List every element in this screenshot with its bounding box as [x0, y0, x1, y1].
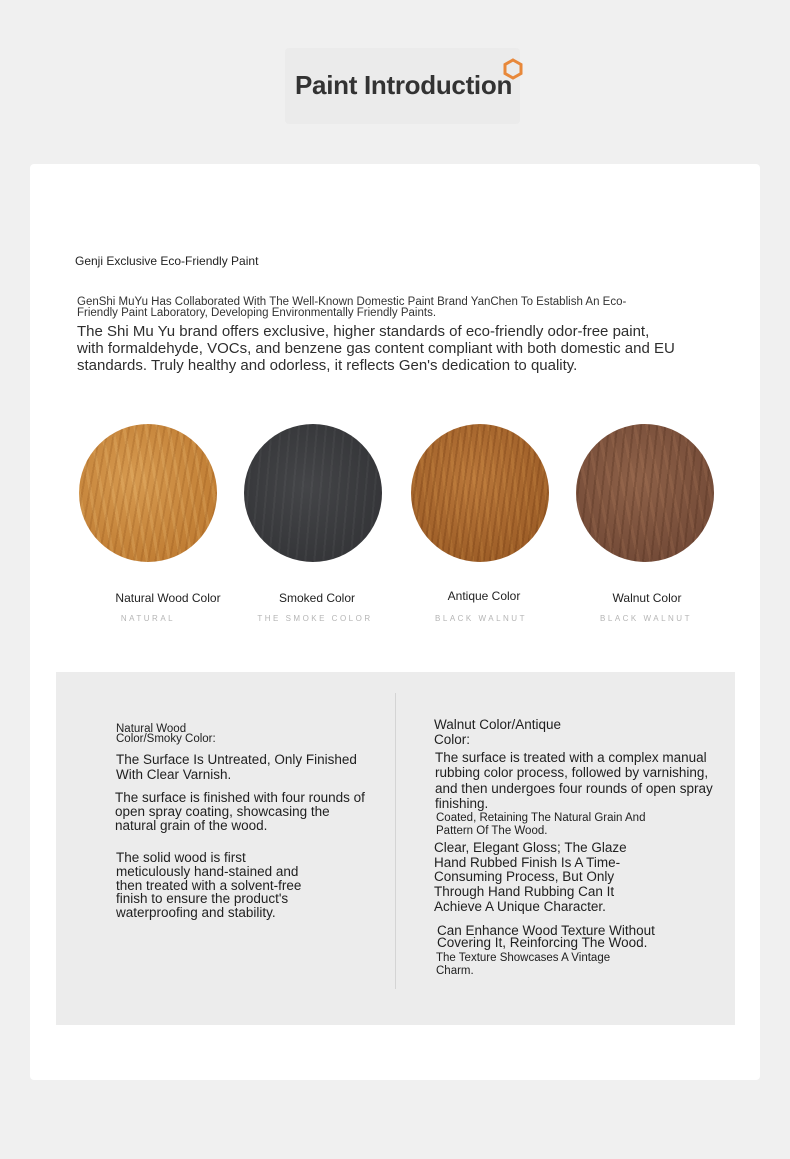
- color-english-antique: BLACK WALNUT: [435, 614, 527, 623]
- antique-swatch: [411, 424, 549, 562]
- right-paragraph-1: The surface is treated with a complex manual rubbing color process, followed by varnishing, and then undergoes four rounds of open spray finishing.: [435, 750, 713, 811]
- section-subtitle: Genji Exclusive Eco-Friendly Paint: [75, 254, 259, 268]
- right-paragraph-4: Can Enhance Wood Texture Without Covering It, Reinforcing The Wood.: [437, 923, 655, 950]
- color-name-natural: Natural Wood Color: [115, 591, 221, 605]
- left-heading: Natural Wood Color/Smoky Color:: [116, 723, 216, 745]
- intro-text: The Shi Mu Yu brand offers exclusive, higher standards of eco-friendly odor-free paint, with formaldehyde, VOCs, and benzene gas content compliant with both domestic and EU standards. Truly healthy and odorless, it reflects Gen's dedication to quality.: [77, 323, 675, 374]
- panel-divider: [395, 693, 396, 989]
- smoked-swatch: [244, 424, 382, 562]
- content-card: [30, 164, 760, 1080]
- natural-wood-swatch: [79, 424, 217, 562]
- right-paragraph-5: The Texture Showcases A Vintage Charm.: [436, 952, 611, 977]
- color-name-antique: Antique Color: [447, 589, 521, 603]
- color-english-walnut: BLACK WALNUT: [600, 614, 692, 623]
- left-paragraph-2: The surface is finished with four rounds of open spray coating, showcasing the natural grain of the wood.: [115, 790, 365, 833]
- color-english-smoked: THE SMOKE COLOR: [257, 614, 373, 623]
- collaboration-text: GenShi MuYu Has Collaborated With The Well-Known Domestic Paint Brand YanChen To Establish An Eco-Friendly Paint Laboratory, Developing Environmentally Friendly Paints.: [77, 296, 627, 319]
- color-english-natural: NATURAL: [120, 614, 176, 623]
- finish-info-panel: [56, 672, 735, 1025]
- right-paragraph-3: Clear, Elegant Gloss; The Glaze Hand Rubbed Finish Is A Time-Consuming Process, But Only Through Hand Rubbing Can It Achieve A Unique Character.: [434, 840, 627, 914]
- left-paragraph-3: The solid wood is first meticulously hand-stained and then treated with a solvent-free finish to ensure the product's waterproofing and stability.: [116, 850, 302, 921]
- walnut-swatch: [576, 424, 714, 562]
- page-title: Paint Introduction: [295, 70, 513, 100]
- right-paragraph-2: Coated, Retaining The Natural Grain And Pattern Of The Wood.: [436, 812, 646, 837]
- page-title-block: [285, 48, 520, 124]
- color-name-walnut: Walnut Color: [612, 591, 682, 605]
- color-name-smoked: Smoked Color: [278, 591, 356, 605]
- hexagon-icon: [502, 58, 524, 80]
- left-paragraph-1: The Surface Is Untreated, Only Finished With Clear Varnish.: [116, 752, 357, 782]
- right-heading: Walnut Color/Antique Color:: [434, 717, 562, 747]
